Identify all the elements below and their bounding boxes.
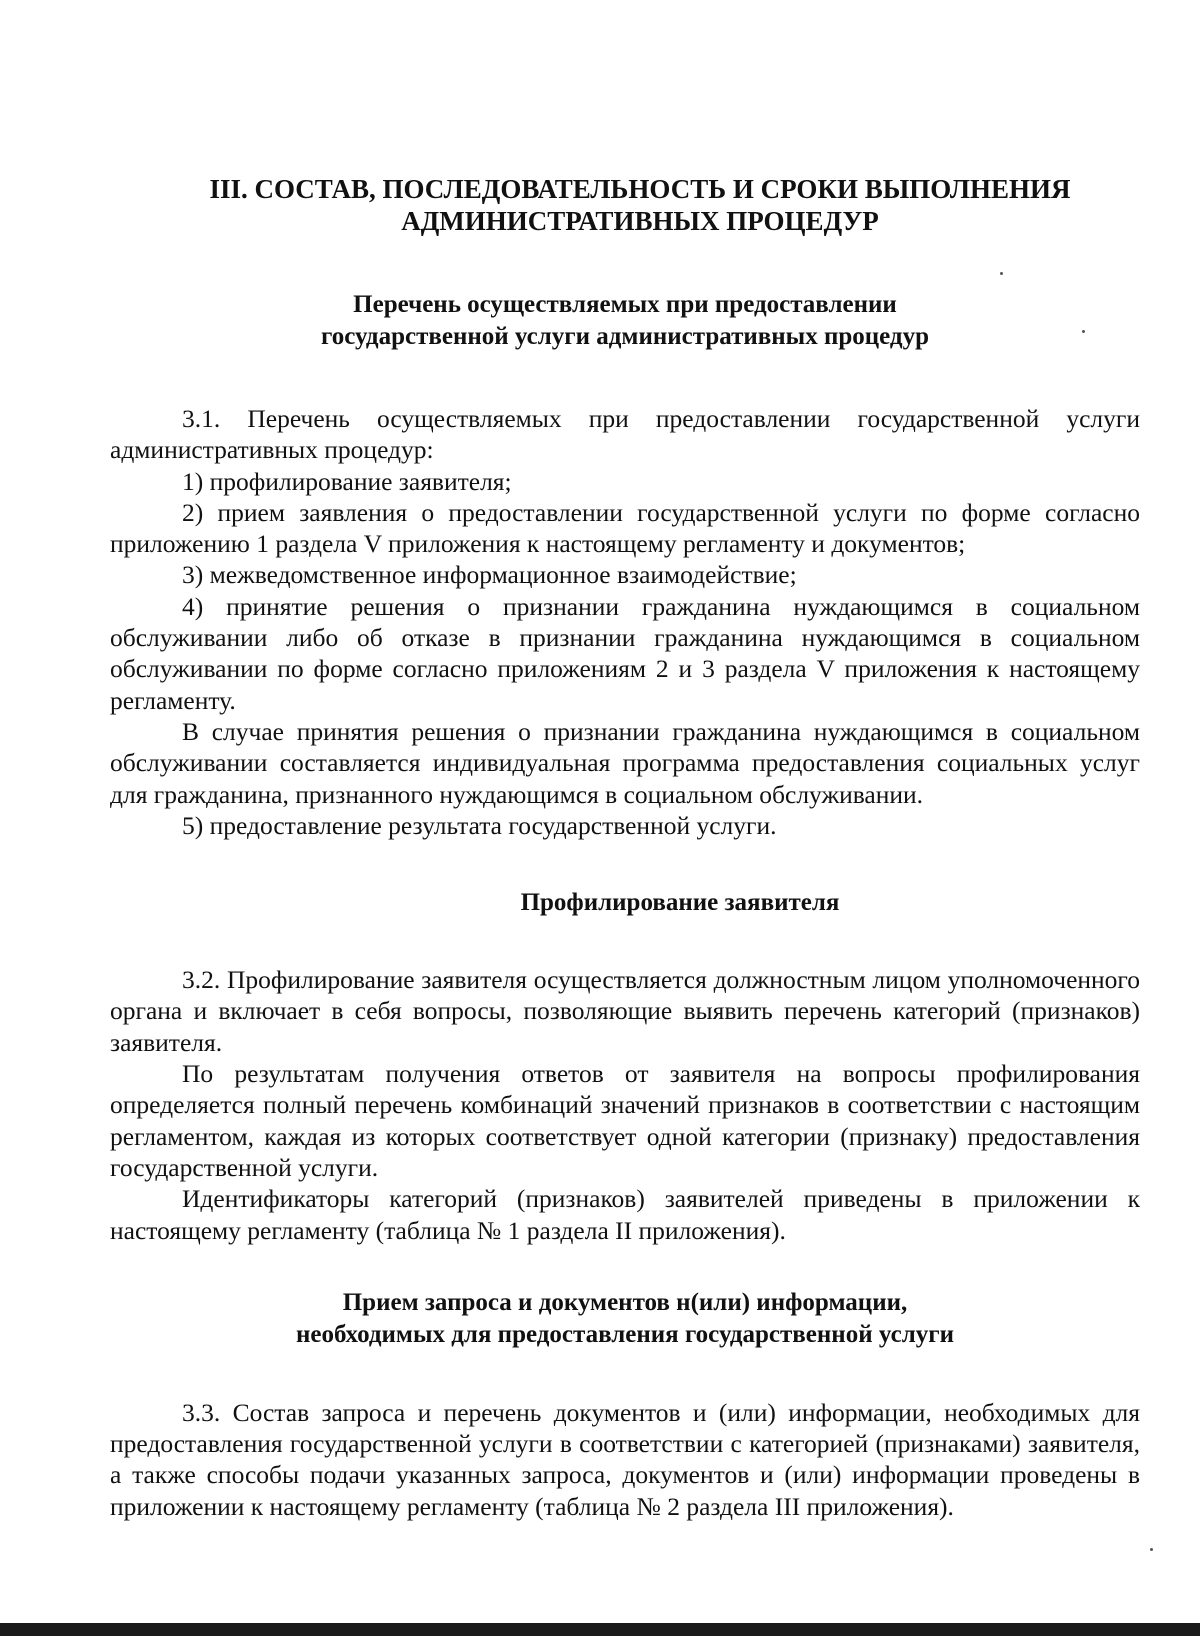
paragraph-3-1: 3.1. Перечень осуществляемых при предоставлении государственной услуги административных процедур: bbox=[110, 404, 1140, 465]
paragraph-3-2: 3.2. Профилирование заявителя осуществляется должностным лицом уполномоченного органа и включает в себя вопросы, позволяющие выявить перечень категорий (признаков) заявителя. bbox=[110, 965, 1140, 1057]
list-item-3: 3) межведомственное информационное взаимодействие; bbox=[182, 560, 797, 590]
scan-bottom-edge bbox=[0, 1623, 1200, 1636]
list-item-1: 1) профилирование заявителя; bbox=[182, 466, 512, 496]
paragraph-category-identifiers: Идентификаторы категорий (признаков) заявителей приведены в приложении к настоящему регламенту (таблица № 1 раздела II приложения). bbox=[110, 1184, 1140, 1245]
document-body bbox=[110, 173, 1140, 1522]
subsection-heading-procedures bbox=[110, 289, 1140, 353]
scan-speck bbox=[1000, 272, 1003, 275]
subsection-heading-line-1: Перечень осуществляемых при предоставлении bbox=[353, 291, 897, 318]
subsection-heading-profiling bbox=[110, 887, 1140, 919]
subsection-heading-request-line-1: Прием запроса и документов н(или) информации, bbox=[342, 1288, 908, 1316]
paragraph-3-3: 3.3. Состав запроса и перечень документов и (или) информации, необходимых для предоставления государственной услуги в соответствии с категорией (признаками) заявителя, а также способы подачи указанных запроса, документов и (или) информации проведены в приложении к настоящему регламенту (таблица № 2 раздела III приложения). bbox=[110, 1397, 1140, 1521]
paragraph-individual-program: В случае принятия решения о признании гражданина нуждающимся в социальном обслуживании составляется индивидуальная программа предоставления социальных услуг для гражданина, признанного нуждающимся в социальном обслуживании. bbox=[110, 716, 1140, 809]
subsection-heading-request bbox=[110, 1287, 1140, 1351]
scan-speck bbox=[1082, 330, 1085, 333]
subsection-heading-line-2: государственной услуги административных процедур bbox=[321, 323, 929, 350]
section-title bbox=[110, 173, 1140, 237]
subsection-heading-profiling-text: Профилирование заявителя bbox=[520, 889, 840, 917]
scan-speck bbox=[1150, 1548, 1153, 1551]
paragraph-profiling-results: По результатам получения ответов от заявителя на вопросы профилирования определяется полный перечень комбинаций значений признаков в соответствии с настоящим регламентом, каждая из которых соответствует одной категории (признаку) предоставления государственной услуги. bbox=[110, 1059, 1140, 1182]
list-item-5: 5) предоставление результата государственной услуги. bbox=[182, 810, 777, 840]
list-item-2: 2) прием заявления о предоставлении государственной услуги по форме согласно приложению 1 раздела V приложения к настоящему регламенту и документов; bbox=[110, 497, 1140, 559]
subsection-heading-request-line-2: необходимых для предоставления государственной услуги bbox=[296, 1320, 954, 1348]
section-title-line-2: АДМИНИСТРАТИВНЫХ ПРОЦЕДУР bbox=[401, 206, 879, 236]
list-item-4: 4) принятие решения о признании гражданина нуждающимся в социальном обслуживании либо об отказе в признании гражданина нуждающимся в социальном обслуживании по форме согласно приложениям 2 и 3 раздела V приложения к настоящему регламенту. bbox=[110, 591, 1140, 715]
section-title-line-1: III. СОСТАВ, ПОСЛЕДОВАТЕЛЬНОСТЬ И СРОКИ ВЫПОЛНЕНИЯ bbox=[209, 174, 1071, 204]
